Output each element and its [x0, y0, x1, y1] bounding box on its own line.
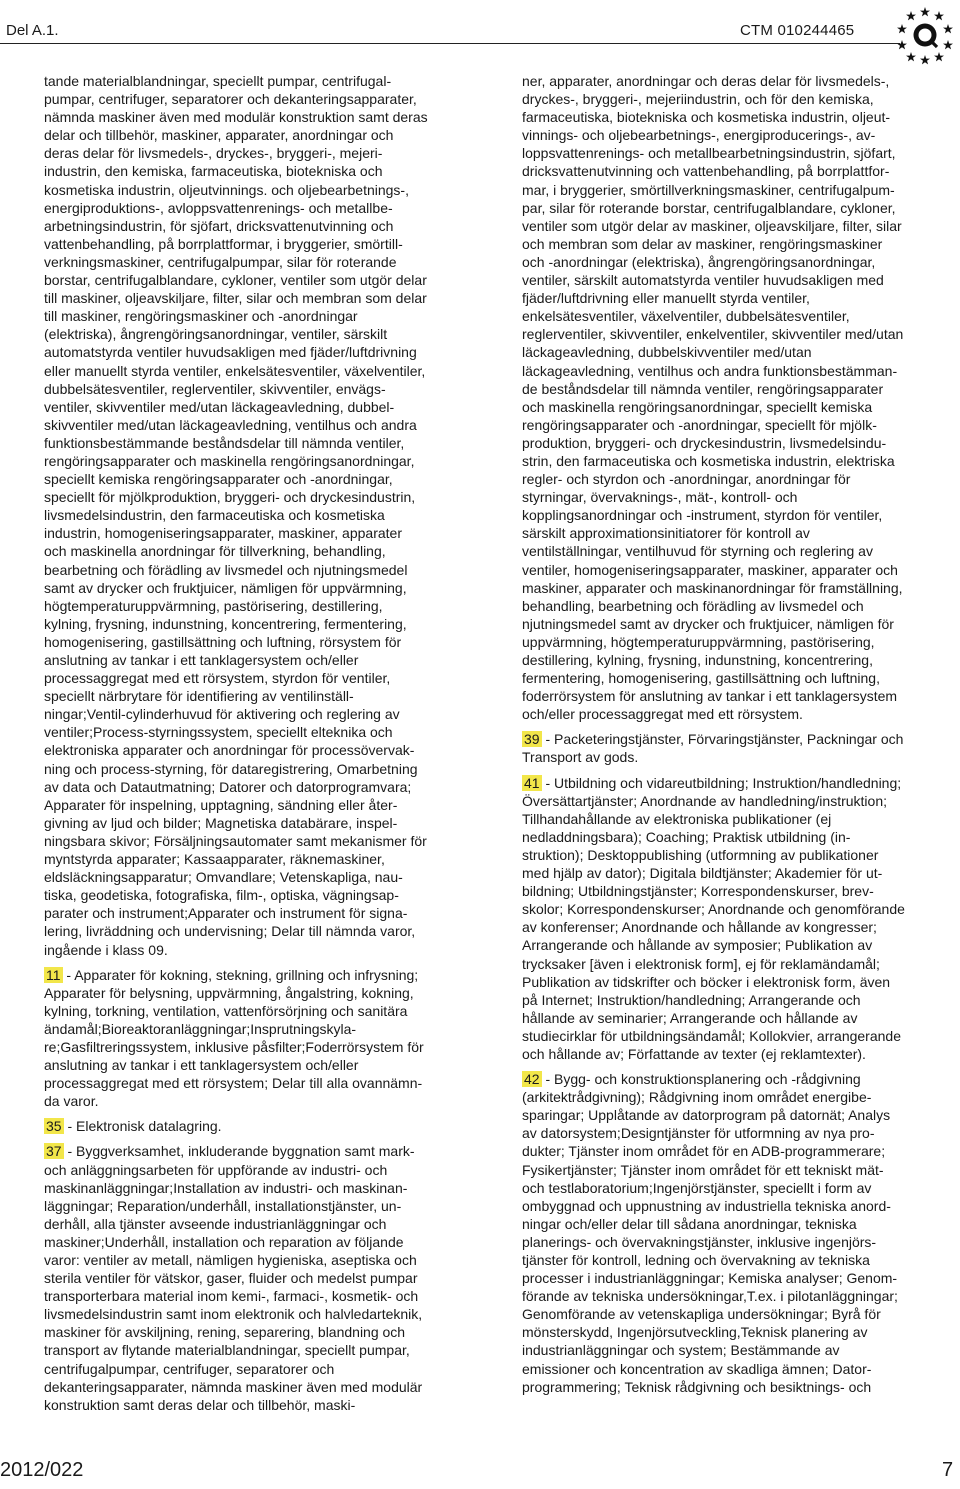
class-description: - Bygg- och konstruktionsplanering och -rådgivning (arkitektrådgivning); Rådgivning inom området energibesparingar; Upplåtande av datorprogram på datornät; Analys av datorsystem;Designtjänster för utformning av nya produkter; Tjänster inom området för en ADB-programmerare; Fysikertjänster; Tjänster inom området för ett tekniskt mät- och testlaboratorium;Ingenjörstjänster, speciellt i form av ombyggnad och uppnustning av industriella tekniska anordningar och/eller delar till sådana anordningar, tekniska planerings- och övervakningstjänster, inklusive ingenjörstjänster för kontroll, ledning och övervakning av tekniska processer i industrianläggningar; Kemiska analyser; Genomförande av tekniska undersökningar,T.ex. i pilotanläggningar; Genomförande av vetenskapliga undersökningar; Byrå för mönsterskydd, Ingenjörsutveckling,Teknisk planering av industrianläggningar och system; Bestämmande av emissioner och koncentration av skadliga ämnen; Datorprogrammering; Teknisk rådgivning och besiktnings- och — [522, 1071, 898, 1395]
class-number-badge: 37 — [46, 1143, 62, 1160]
class-number-badge: 39 — [524, 731, 540, 748]
issue-number: 2012/022 — [0, 1459, 84, 1481]
right-text-column — [522, 72, 906, 1403]
class-37-continuation: ner, apparater, anordningar och deras delar för livsmedels-, dryckes-, bryggeri-, mejeriindustrin, och för den kemiska, farmaceutiska, biotekniska och kosmetiska industrin, oljeutvinnings- och oljebearbetnings-, energiproducerings-, avloppsvattenrenings- och metallbearbetningsindustrin, sjöfart, dricksvattenutvinning och vattenbehandling, på borrplattformar, i bryggerier, smörtillverkningsmaskiner, centrifugalpumpar, silar för roterande borstar, centrifugalblandare, cykloner, ventiler som utgör delar av maskiner, oljeavskiljare, filter, silar och membran som delar av maskiner, rengöringsmaskiner och -anordningar (elektriska), ångrengöringsanordningar, ventiler, särskilt automatstyrda ventiler huvudsakligen med fjäder/luftdrivning eller manuellt styrda ventiler, enkelsätesventiler, växelventiler, dubbelsätesventiler, reglerventiler, skivventiler, enkelventiler, skivventiler med/utan läckageavledning, dubbelskivventiler med/utan läckageavledning, ventilhus och andra funktionsbestämmande beståndsdelar till nämnda ventiler, rengöringsapparater och maskinella rengöringsanordningar, speciellt kemiska rengöringsapparater och -anordningar, speciellt för mjölkproduktion, bryggeri- och dryckesindustrin, livsmedelsindustrin, den farmaceutiska och kosmetiska industrin, elektriska regler- och styrdon och -anordningar, anordningar för styrningar, övervaknings-, mät-, kontroll- och kopplingsanordningar och -instrument, styrdon för ventiler, särskilt approximationsinitiatorer för kontroll av ventilställningar, ventilhuvud för styrning och reglering av ventiler, homogeniseringsapparater, maskiner, apparater och maskiner, apparater och maskinanordningar för framställning, behandling, bearbetning och förädling av livsmedel och njutningsmedel samt av drycker och fruktjuicer, nämligen för uppvärmning, högtemperaturuppvärmning, pastörisering, destillering, kylning, frysning, indunstning, koncentrering, fermentering, homogenisering, gastillsättning och luftning, foderrörsystem för anslutning av tankar i ett tanklagersystem och/eller processaggregat med ett rörsystem. — [522, 73, 904, 723]
part-label: Del A.1. — [6, 22, 59, 39]
class-41-entry — [522, 774, 906, 1064]
class-description: - Packeteringstjänster, Förvaringstjänster, Packningar och Transport av gods. — [522, 731, 904, 766]
class-number-badge: 41 — [524, 774, 540, 791]
class-35-entry — [44, 1117, 428, 1135]
ctm-number: CTM 010244465 — [740, 22, 855, 39]
class-description: - Apparater för kokning, stekning, grillning och infrysning; Apparater för belysning, uppvärmning, ångalstring, kokning, kylning, torkning, ventilation, vattenförsörjning och sanitära ändamål;Bioreaktoranläggningar;Insprutningskylare;Gasfiltreringssystem, inklusive påsfilter;Foderrörsystem för anslutning av tankar i ett tanklagersystem och/eller processaggregat med ett rörsystem; Delar till alla ovannämnda varor. — [44, 966, 424, 1110]
class-description: - Utbildning och vidareutbildning; Instruktion/handledning; Översättartjänster; Anordnande av handledning/instruktion; Tillhandahållande av elektroniska publikationer (ej nedladdningsbara); Coaching; Praktisk utbildning (instruktion); Desktoppublishing (utformning av publikationer med hjälp av dator); Digitala bildtjänster; Akademier för utbildning; Utbildningstjänster; Korrespondenskurser, brevskolor; Korrespondenskurser; Anordnande och genomförande av konferenser; Anordnande och hållande av kongresser; Arrangerande och hållande av symposier; Publikation av trycksaker [även i elektronisk form], ej för reklamändamål; Publikation av tidskrifter och böcker i elektronisk form, även på Internet; Instruktion/handledning; Arrangerande och hållande av seminarier; Arrangerande och hållande av studiecirklar för utbildningsändamål; Kollokvier, arrangerande och hållande av; Författande av texter (ej reklamtexter). — [522, 774, 905, 1062]
class-description: - Byggverksamhet, inkluderande byggnation samt mark- och anläggningsarbeten för uppförande av industri- och maskinanläggningar;Installation av industri- och maskinanläggningar; Reparation/underhåll, installationstjänster, underhåll, alla tjänster avseende industrianläggningar och maskiner;Underhåll, installation och reparation av följande varor: ventiler av metall, nämligen hygieniska, aseptiska och sterila ventiler för vätskor, gaser, fluider och medelst pumpar transporterbara material inom kemi-, farmaci-, kosmetik- och livsmedelsindustrin samt inom elektronik och halvledarteknik, maskiner för avskiljning, rening, separering, blandning och transport av flytande materialblandningar, speciellt pumpar, centrifugalpumpar, centrifuger, separatorer och dekanteringsapparater, nämnda maskiner även med modulär konstruktion samt deras delar och tillbehör, maski- — [44, 1143, 423, 1413]
class-number-badge: 11 — [46, 966, 61, 983]
class-39-entry — [522, 730, 906, 766]
class-37-entry — [44, 1142, 428, 1413]
class-number-badge: 35 — [46, 1118, 62, 1135]
class-42-entry — [522, 1070, 906, 1396]
class-number-badge: 42 — [524, 1071, 540, 1088]
class-description: - Elektronisk datalagring. — [63, 1118, 222, 1135]
header-rule — [0, 43, 900, 44]
class-11-entry — [44, 966, 428, 1111]
euipo-stars-logo-icon — [894, 4, 956, 66]
left-text-column — [44, 72, 428, 1421]
goods-list-class-09: tande materialblandningar, speciellt pumpar, centrifugalpumpar, centrifuger, separatorer och dekanteringsapparater, nämnda maskiner även med modulär konstruktion samt deras delar och tillbehör, maskiner, apparater, anordningar och deras delar för livsmedels-, dryckes-, bryggeri-, mejeriindustrin, den kemiska, farmaceutiska, biotekniska och kosmetiska industrin, oljeutvinnings. och oljebearbetnings-, energiproduktions-, avloppsvattenrenings- och metallbearbetningsindustrin, för sjöfart, dricksvattenutvinning och vattenbehandling, på borrplattformar, i bryggerier, smörtillverkningsmaskiner, centrifugalpumpar, silar för roterande borstar, centrifugalblandare, cykloner, ventiler som utgör delar till maskiner, oljeavskiljare, filter, silar och membran som delar till maskiner, rengöringsmaskiner och -anordningar (elektriska), ångrengöringsanordningar, ventiler, särskilt automatstyrda ventiler huvudsakligen med fjäder/luftdrivning eller manuellt styrda ventiler, enkelsätesventiler, växelventiler, dubbelsätesventiler, reglerventiler, skivventiler, envägsventiler, skivventiler med/utan läckageavledning, dubbelskivventiler med/utan läckageavledning, ventilhus och andra funktionsbestämmande beståndsdelar till nämnda ventiler, rengöringsapparater och maskinella rengöringsanordningar, speciellt kemiska rengöringsapparater och -anordningar, speciellt för mjölkproduktion, bryggeri- och dryckesindustrin, livsmedelsindustrin, den farmaceutiska och kosmetiska industrin, homogeniseringsapparater, maskiner, apparater och maskinella anordningar för tillverkning, behandling, bearbetning och förädling av livsmedel och njutningsmedel samt av drycker och fruktjuicer, nämligen för uppvärmning, högtemperaturuppvärmning, pastörisering, destillering, kylning, frysning, indunstning, koncentrering, fermentering, homogenisering, gastillsättning och luftning, rörsystem för anslutning av tankar i ett tanklagersystem och/eller processaggregat med ett rörsystem, styrdon för ventiler, speciellt närbrytare för identifiering av ventilinställningar;Ventil-cylinderhuvud för aktivering och reglering av ventiler;Process-styrningssystem, speciellt elteknika och elektroniska apparater och anordningar för processövervakning och process-styrning, för dataregistrering, Omarbetning av data och Datautmatning; Datorer och datorprogramvara; Apparater för inspelning, upptagning, sändning eller återgivning av ljud och bilder; Magnetiska databärare, inspelningsbara skivor; Försäljningsautomater samt mekanismer för myntstyrda apparater; Kassaapparater, räknemaskiner, eldsläckningsapparatur; Omvandlare; Vetenskapliga, nautiska, geodetiska, fotografiska, film-, optiska, vägningsapparater och instrument;Apparater och instrument för signalering, livräddning och undervisning; Delar till nämnda varor, ingående i klass 09. — [44, 73, 428, 958]
page-number: 7 — [942, 1459, 954, 1481]
